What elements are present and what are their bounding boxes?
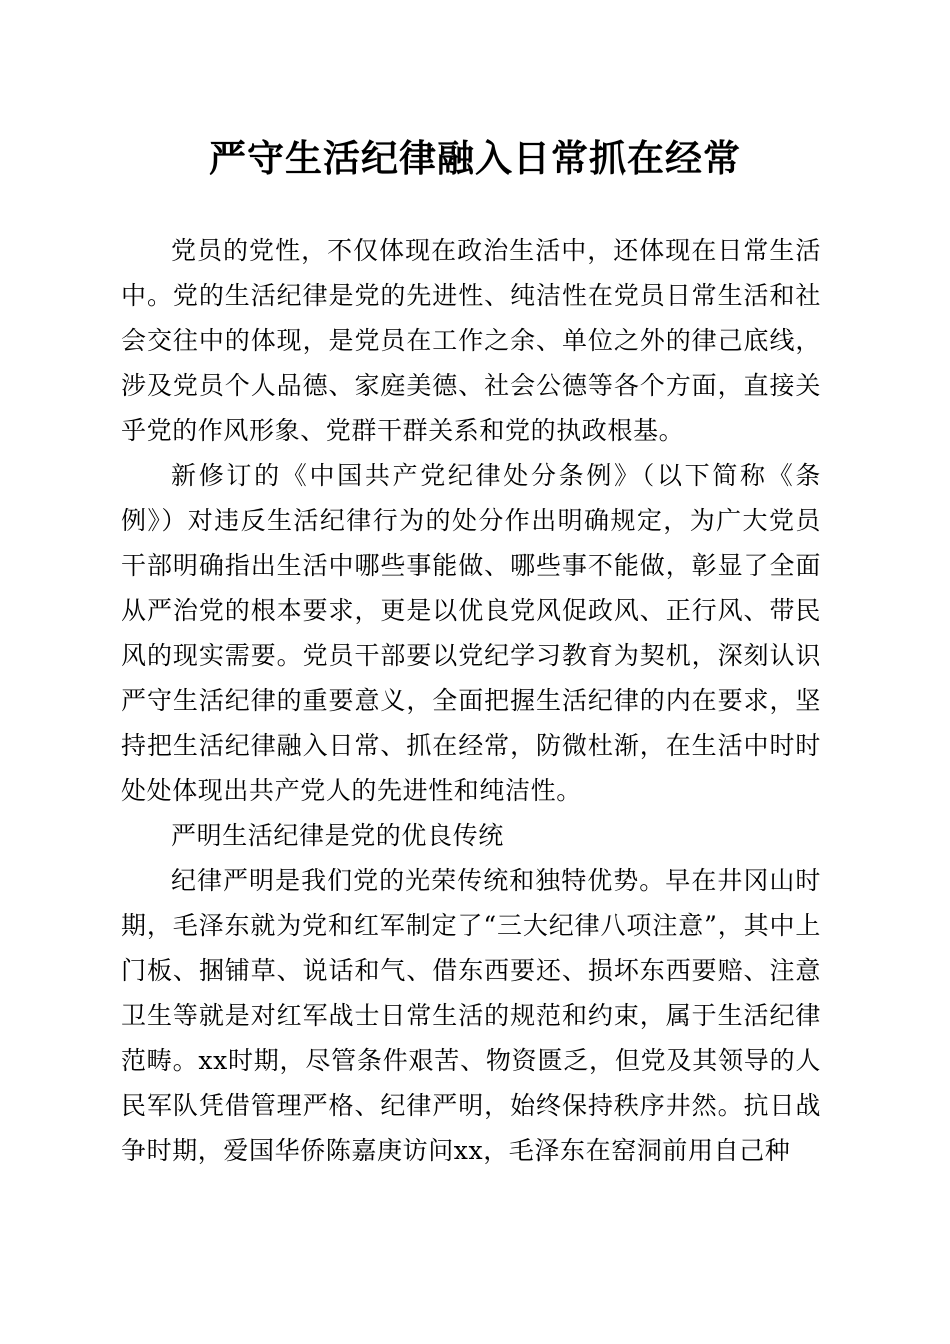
paragraph-party-spirit: 党员的党性，不仅体现在政治生活中，还体现在日常生活中。党的生活纪律是党的先进性、纯洁性在党员日常生活和社会交往中的体现，是党员在工作之余、单位之外的律己底线，涉及党员个人品德、家庭美德、社会公德等各个方面，直接关乎党的作风形象、党群干群关系和党的执政根基。 [121,236,821,445]
paragraph-regulations: 新修订的《中国共产党纪律处分条例》（以下简称《条例》）对违反生活纪律行为的处分作出明确规定，为广大党员干部明确指出生活中哪些事能做、哪些事不能做，彰显了全面从严治党的根本要求，更是以优良党风促政风、正行风、带民风的现实需要。党员干部要以党纪学习教育为契机，深刻认识严守生活纪律的重要意义，全面把握生活纪律的内在要求，坚持把生活纪律融入日常、抓在经常，防微杜渐，在生活中时时处处体现出共产党人的先进性和纯洁性。 [121,461,821,805]
paragraph-tradition: 纪律严明是我们党的光荣传统和独特优势。早在井冈山时期，毛泽东就为党和红军制定了“三大纪律八项注意”，其中上门板、捆铺草、说话和气、借东西要还、损坏东西要赔、注意卫生等就是对红军战士日常生活的规范和约束，属于生活纪律范畴。xx时期，尽管条件艰苦、物资匮乏，但党及其领导的人民军队凭借管理严格、纪律严明，始终保持秩序井然。抗日战争时期，爱国华侨陈嘉庚访问xx，毛泽东在窑洞前用自己种 [121,866,821,1165]
document-title: 严守生活纪律融入日常抓在经常 [209,136,741,180]
document-body [121,228,821,1173]
section-heading: 严明生活纪律是党的优良传统 [171,821,504,850]
